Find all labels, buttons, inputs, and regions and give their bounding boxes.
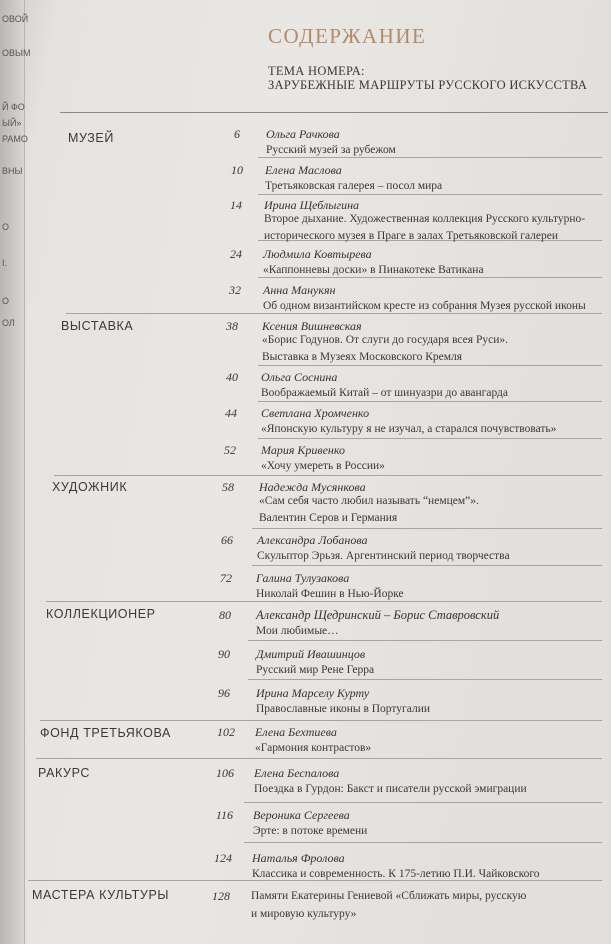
article-author: Александр Щедринский – Борис Ставровский: [256, 608, 500, 622]
page-number: 96: [218, 686, 230, 700]
entry-divider: [258, 438, 602, 439]
section-divider: [54, 475, 602, 476]
entry-divider: [244, 802, 602, 803]
section-label-museum: МУЗЕЙ: [68, 131, 114, 145]
facing-page-text: О: [2, 296, 10, 306]
page-number: 124: [214, 851, 232, 865]
article-title: «Хочу умереть в России»: [261, 460, 385, 472]
facing-page-text: РАМО: [2, 134, 28, 144]
page-title: СОДЕРЖАНИЕ: [268, 24, 427, 48]
article-author: Галина Тулузакова: [256, 571, 350, 585]
facing-page-text: ОЛ: [2, 318, 15, 328]
article-author: Елена Беспалова: [254, 766, 340, 780]
article-author: Наталья Фролова: [252, 851, 345, 865]
article-title: Русский музей за рубежом: [266, 144, 396, 156]
article-title: «Борис Годунов. От слуги до государя всея Руси». Выставка в Музеях Московского Кремля: [262, 334, 508, 363]
page-number: 106: [216, 766, 234, 780]
article-author: Ирина Щеблыгина: [264, 198, 360, 212]
section-label-perspective: РАКУРС: [38, 766, 91, 780]
article-author: Александра Лобанова: [257, 533, 368, 547]
section-label-artist: ХУДОЖНИК: [52, 480, 128, 494]
issue-theme-label: ТЕМА НОМЕРА:: [268, 64, 365, 78]
facing-page-text: ЫЙ»: [2, 118, 22, 128]
article-author: Людмила Ковтырева: [263, 247, 372, 261]
page-number: 116: [215, 808, 233, 822]
issue-theme: [268, 64, 598, 92]
article-author: Анна Манукян: [263, 283, 336, 297]
issue-theme-text: ЗАРУБЕЖНЫЕ МАРШРУТЫ РУССКОГО ИСКУССТВА: [268, 78, 588, 92]
page-number: 24: [230, 247, 242, 261]
page-number: 102: [217, 725, 235, 739]
article-title: Скульптор Эрьзя. Аргентинский период творчества: [257, 550, 510, 562]
page-number: 14: [230, 198, 242, 212]
page-number: 6: [234, 127, 240, 141]
article-author: Елена Бехтиева: [255, 725, 337, 739]
page-number: 32: [229, 283, 241, 297]
page-number: 52: [224, 443, 236, 457]
page-number: 58: [222, 480, 234, 494]
section-label-culture-masters: МАСТЕРА КУЛЬТУРЫ: [32, 888, 170, 902]
facing-page-text: ОВЫМ: [2, 48, 31, 58]
section-divider: [40, 720, 602, 721]
entry-divider: [244, 842, 602, 843]
facing-page-text: О: [2, 222, 10, 232]
header-rule: [60, 112, 608, 113]
page-number: 72: [220, 571, 232, 585]
article-title: Третьяковская галерея – посол мира: [265, 180, 443, 192]
article-title: Воображаемый Китай – от шинуазри до авангарда: [261, 387, 508, 399]
article-title: Классика и современность. К 175-летию П.И. Чайковского: [252, 868, 540, 880]
entry-divider: [252, 565, 602, 566]
article-author: Вероника Сергеева: [253, 808, 350, 822]
article-title: Поездка в Гурдон: Бакст и писатели русской эмиграции: [254, 783, 527, 795]
article-title: «Каппонневы доски» в Пинакотеке Ватикана: [263, 264, 484, 276]
article-title: Об одном византийском кресте из собрания Музея русской иконы: [263, 300, 586, 312]
section-label-tretyakov-fund: ФОНД ТРЕТЬЯКОВА: [40, 726, 171, 740]
article-title: Православные иконы в Португалии: [256, 703, 430, 715]
article-title: Второе дыхание. Художественная коллекция Русского культурно-исторического музея в Праге в залах Третьяковской галереи: [264, 213, 586, 242]
page-number: 40: [226, 370, 238, 384]
facing-page-text: І.: [2, 258, 8, 268]
section-label-collector: КОЛЛЕКЦИОНЕР: [46, 607, 156, 621]
section-divider: [36, 758, 602, 759]
entry-divider: [248, 640, 602, 641]
article-title: «Гармония контрастов»: [255, 742, 372, 754]
article-author: Ирина Марселу Курту: [256, 686, 370, 700]
article-title: Николай Фешин в Нью-Йорке: [256, 588, 404, 600]
article-author: Надежда Мусянкова: [259, 480, 366, 494]
article-author: Ольга Рачкова: [266, 127, 340, 141]
article-author: Ксения Вишневская: [262, 319, 362, 333]
facing-page-text: Й ФО: [2, 102, 25, 112]
article-author: Ольга Соснина: [261, 370, 338, 384]
article-title: «Японскую культуру я не изучал, а старался почувствовать»: [261, 423, 557, 435]
article-title: Эрте: в потоке времени: [253, 825, 368, 837]
page-number: 90: [218, 647, 230, 661]
article-title: Русский мир Рене Герра: [256, 664, 375, 676]
entry-divider: [248, 679, 602, 680]
facing-page-edge: [0, 0, 31, 944]
page-number: 66: [221, 533, 233, 547]
article-author: Елена Маслова: [265, 163, 342, 177]
facing-page-text: ОВОЙ: [2, 14, 29, 24]
article-author: Дмитрий Ивашинцов: [256, 647, 366, 661]
page-number: 80: [219, 608, 231, 622]
article-title: Мои любимые…: [256, 625, 339, 637]
article-title: Памяти Екатерины Гениевой «Сближать миры, русскую и мировую культуру»: [251, 890, 527, 920]
article-author: Мария Кривенко: [261, 443, 346, 457]
facing-page-text: ВНЫ: [2, 166, 23, 176]
entry-divider: [252, 528, 602, 529]
article-title: «Сам себя часто любил называть “немцем”». Валентин Серов и Германия: [259, 495, 479, 524]
page-number: 10: [231, 163, 243, 177]
page-number: 128: [212, 889, 230, 903]
article-author: Светлана Хромченко: [261, 406, 370, 420]
page-number: 38: [226, 319, 238, 333]
section-label-exhibition: ВЫСТАВКА: [61, 319, 134, 333]
page-number: 44: [225, 406, 237, 420]
